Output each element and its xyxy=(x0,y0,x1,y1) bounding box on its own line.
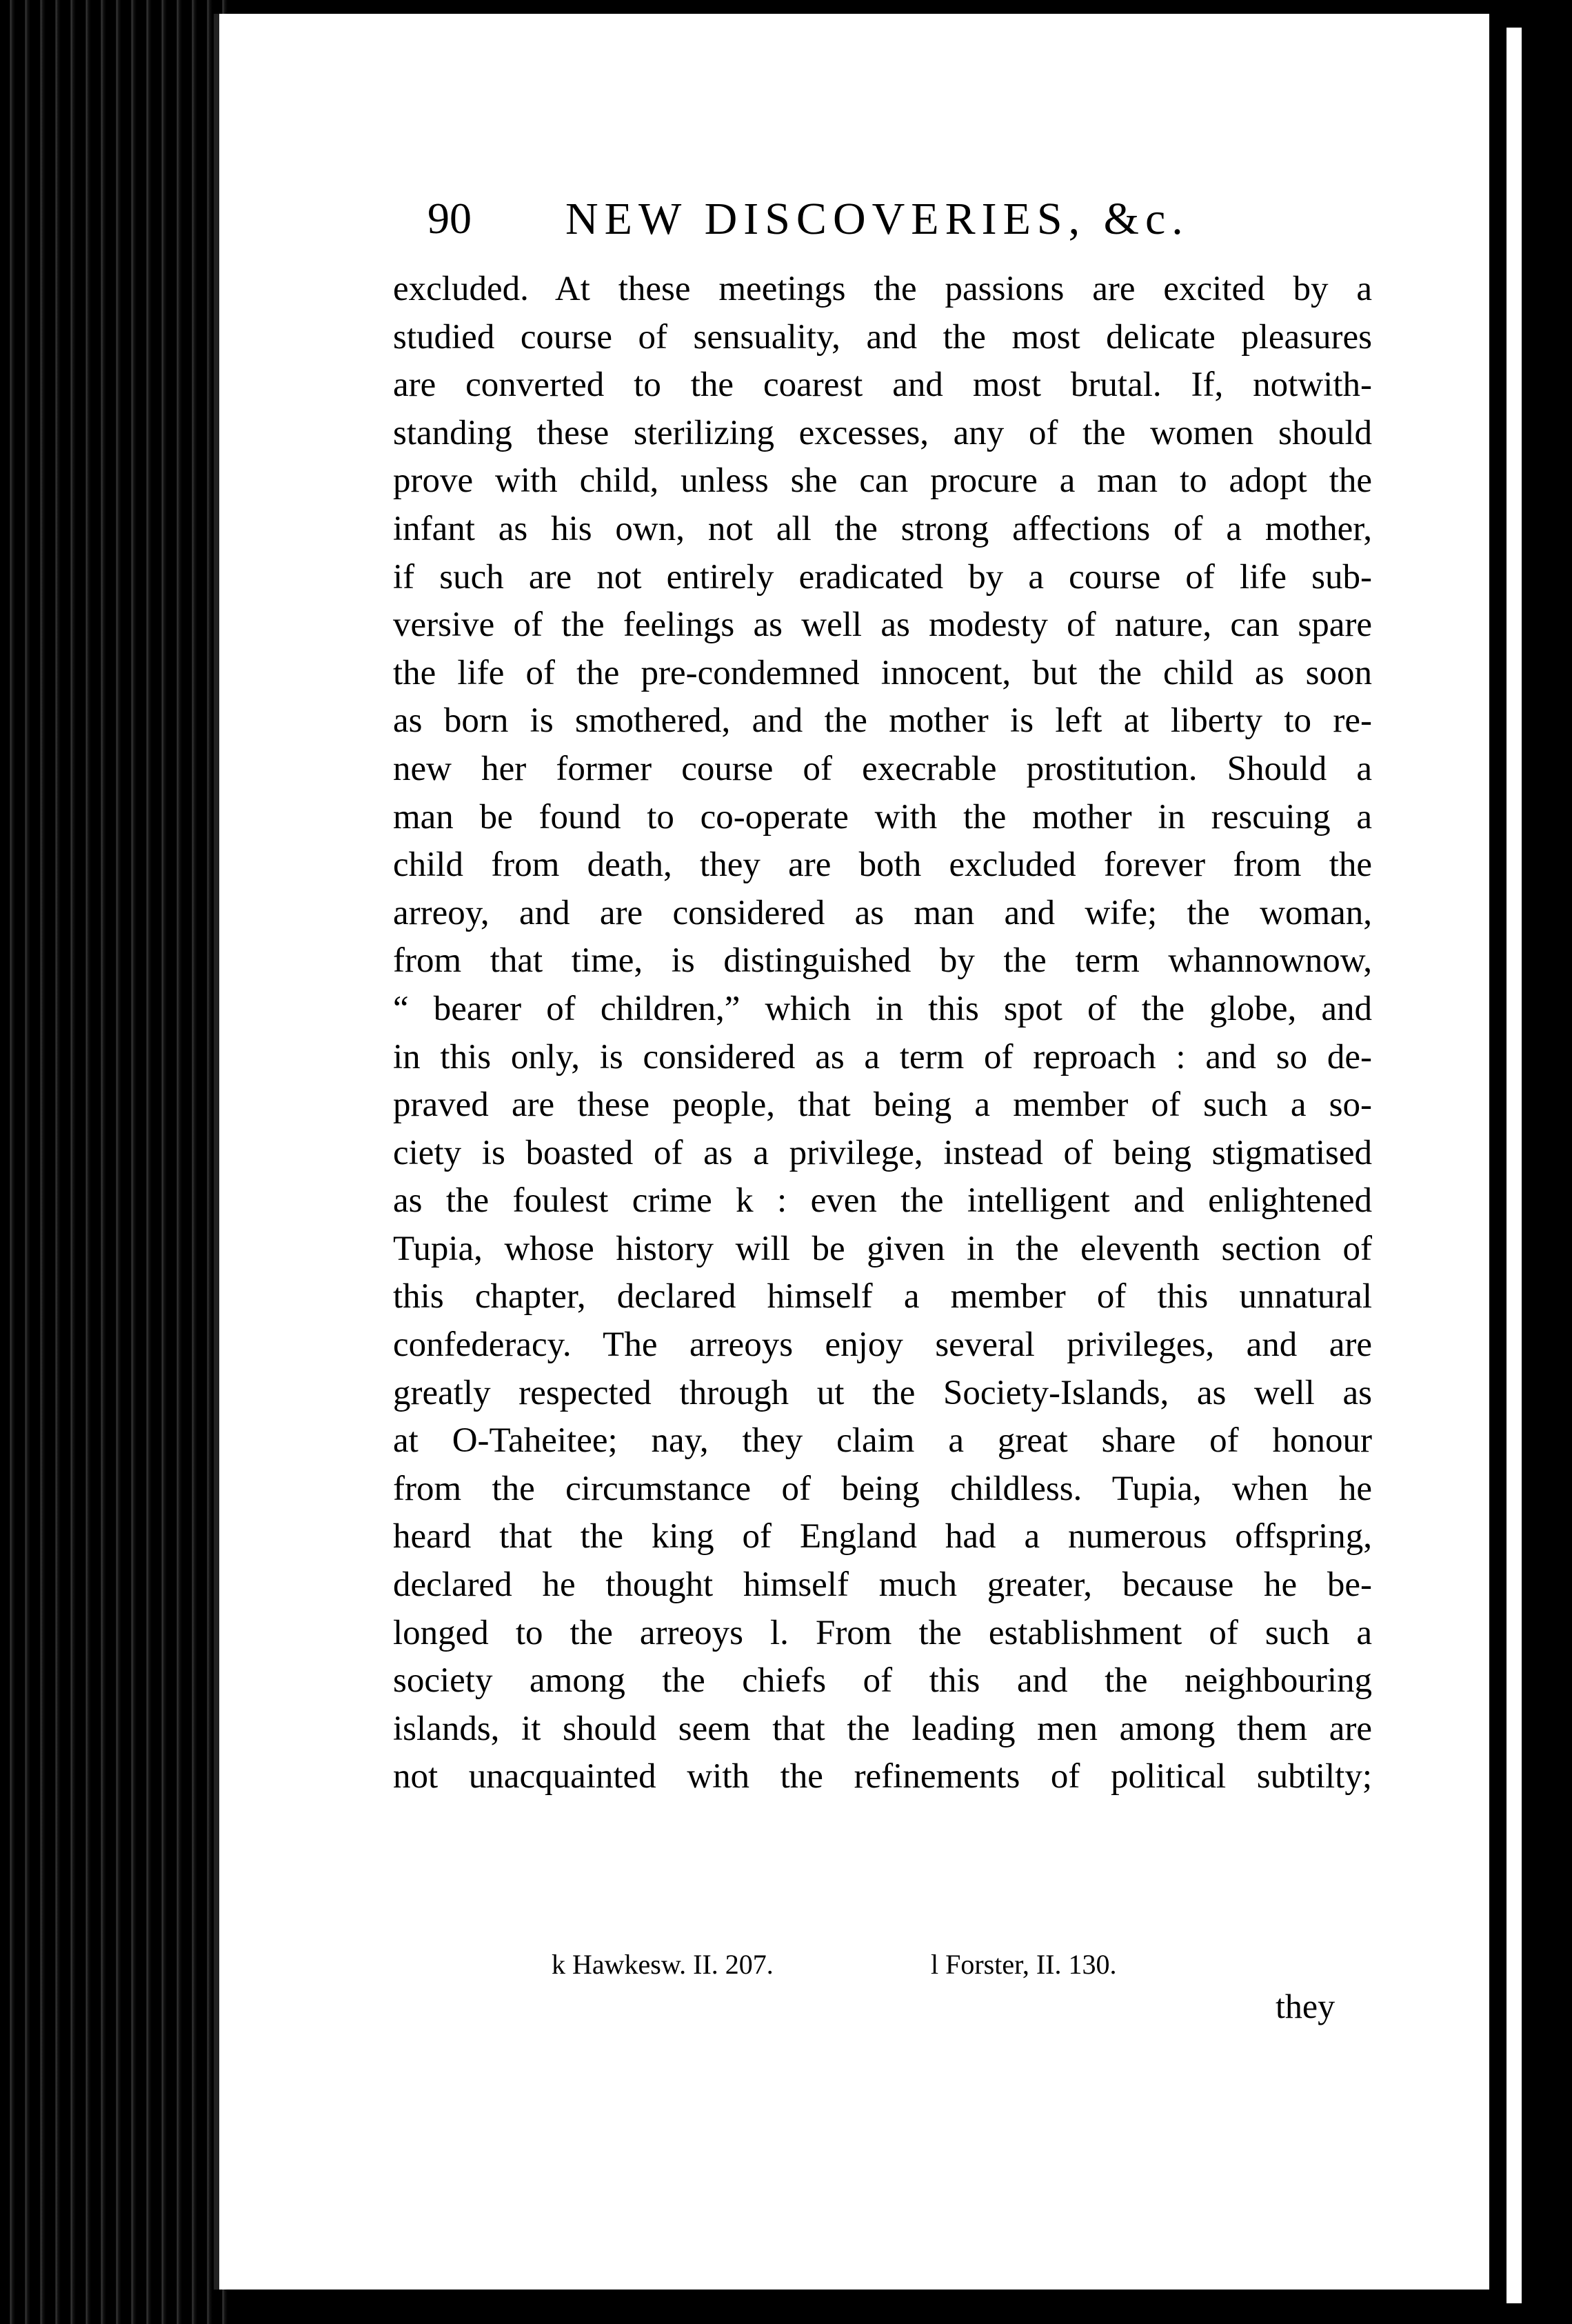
text-line: man be found to co-operate with the mother in rescuing a xyxy=(393,797,1372,837)
text-line: the life of the pre-condemned innocent, but the child as soon xyxy=(393,653,1372,692)
text-line: as the foulest crime k : even the intelligent and enlightened xyxy=(393,1181,1372,1221)
book-binding xyxy=(0,0,228,2324)
running-title: NEW DISCOVERIES, &c. xyxy=(565,194,1189,244)
text-line: child from death, they are both excluded forever from the xyxy=(393,845,1372,885)
footnote-k: k Hawkesw. II. 207. xyxy=(552,1949,774,1980)
page-number: 90 xyxy=(427,194,472,243)
page-header xyxy=(427,186,1289,262)
text-line: heard that the king of England had a numerous offspring, xyxy=(393,1517,1372,1556)
text-line: Tupia, whose history will be given in the eleventh section of xyxy=(393,1229,1372,1268)
text-line: confederacy. The arreoys enjoy several privileges, and are xyxy=(393,1325,1372,1365)
text-line: islands, it should seem that the leading men among them are xyxy=(393,1709,1372,1748)
text-line: at O-Taheitee; nay, they claim a great share of honour xyxy=(393,1421,1372,1461)
text-line: if such are not entirely eradicated by a course of life sub- xyxy=(393,557,1372,597)
catchword: they xyxy=(1276,1987,1336,2025)
text-line: “ bearer of children,” which in this spot of the globe, and xyxy=(393,989,1372,1028)
text-line: versive of the feelings as well as modesty of nature, can spare xyxy=(393,605,1372,645)
facing-page-edge xyxy=(1489,0,1572,2324)
text-line: excluded. At these meetings the passions are excited by a xyxy=(393,270,1372,308)
footnote-l: l Forster, II. 130. xyxy=(931,1949,1117,1980)
text-line: praved are these people, that being a member of such a so- xyxy=(393,1085,1372,1125)
text-line: longed to the arreoys l. From the establishment of such a xyxy=(393,1613,1372,1652)
text-line: from that time, is distinguished by the term whannownow, xyxy=(393,941,1372,981)
text-line: arreoy, and are considered as man and wife; the woman, xyxy=(393,893,1372,932)
text-line: declared he thought himself much greater, because he be- xyxy=(393,1565,1372,1605)
text-line: new her former course of execrable prostitution. Should a xyxy=(393,749,1372,788)
text-line: in this only, is considered as a term of reproach : and so de- xyxy=(393,1037,1372,1076)
body-text xyxy=(393,266,1372,1801)
footnotes xyxy=(552,1948,1379,2003)
text-line: studied course of sensuality, and the most delicate pleasures xyxy=(393,317,1372,357)
text-line: prove with child, unless she can procure a man to adopt the xyxy=(393,461,1372,501)
text-line: from the circumstance of being childless. Tupia, when he xyxy=(393,1469,1372,1508)
text-line: infant as his own, not all the strong affections of a mother, xyxy=(393,509,1372,548)
text-line: society among the chiefs of this and the neighbouring xyxy=(393,1661,1372,1701)
text-line: this chapter, declared himself a member of this unnatural xyxy=(393,1277,1372,1316)
text-line: as born is smothered, and the mother is left at liberty to re- xyxy=(393,701,1372,741)
text-line: are converted to the coarest and most brutal. If, notwith- xyxy=(393,365,1372,405)
text-line: greatly respected through ut the Society-Islands, as well as xyxy=(393,1373,1372,1412)
text-line: standing these sterilizing excesses, any of the women should xyxy=(393,413,1372,452)
text-line: not unacquainted with the refinements of political subtilty; xyxy=(393,1757,1372,1796)
text-line: ciety is boasted of as a privilege, instead of being stigmatised xyxy=(393,1133,1372,1172)
